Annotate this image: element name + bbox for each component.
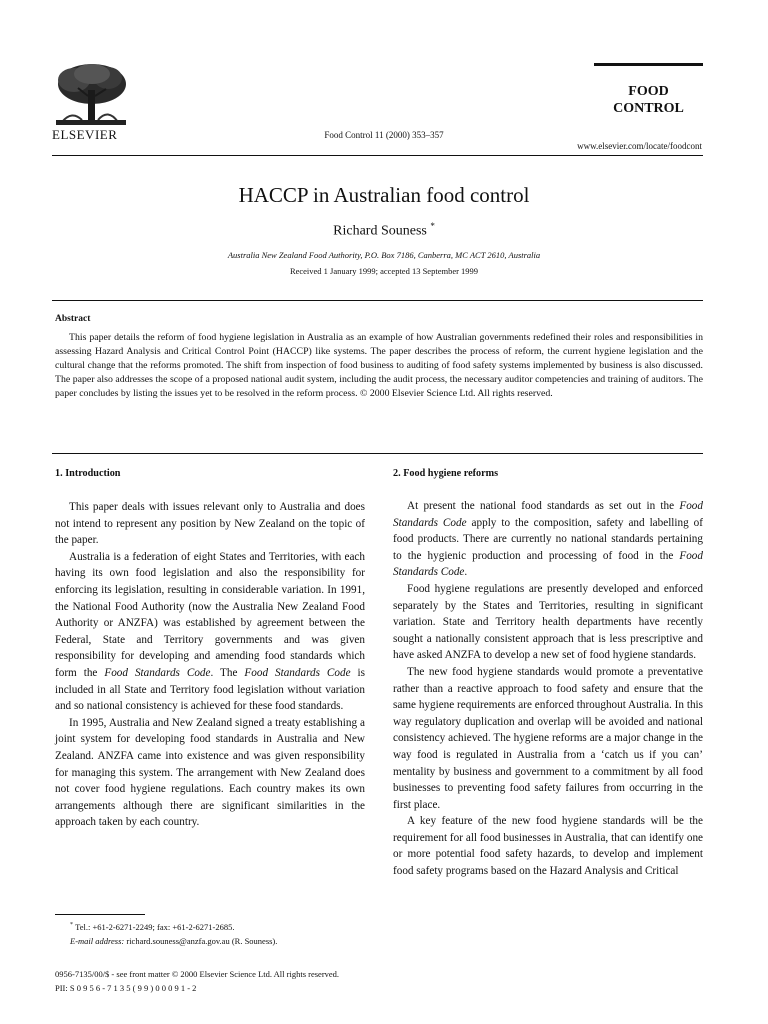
right-column (393, 498, 703, 880)
reforms-p1-text-c: . (464, 566, 468, 579)
intro-paragraph-2 (55, 549, 365, 715)
intro-p2-text-b: . The (210, 666, 245, 679)
reforms-p1-text-b: apply to the composition, safety and labelling of food products. There are currently no national standards pertaining to the hygienic production and processing of food in the (393, 516, 704, 562)
reforms-paragraph-3: The new food hygiene standards would promote a preventative rather than a reactive approach to food safety and ensure that the same hygiene requirements are enforced throughout Australia. In this way regulatory duplication and overlap will be avoided and national consistency achieved. The hygiene reforms are a major change in the way food is regulated in Australia from a ‘catch us if you can’ mentality by business and government to a commitment by all food businesses to preventing food safety failures from occurring in the first place. (393, 665, 703, 811)
reforms-p1-text-a: At present the national food standards as set out in the (407, 500, 680, 512)
abstract-heading: Abstract (55, 314, 91, 324)
abstract-text: This paper details the reform of food hygiene legislation in Australia as an example of how Australian governments redefined their roles and responsibilities in assessing Hazard Analysis and Critical Control Point (HACCP) like systems. The paper describes the process of reform, the current hygiene legislation and the cultural change that the reforms promoted. The shift from inspection of food business to auditing of food safety systems implemented by business is also discussed. The paper also addresses the scope of a proposed national audit system, including the audit process, the necessary auditor competencies and training of auditors. The paper concludes by listing the issues yet to be resolved in the reform process. © 2000 Elsevier Science Ltd. All rights reserved. (55, 332, 703, 399)
footnote-rule (55, 914, 145, 915)
journal-url[interactable]: www.elsevier.com/locate/foodcont (577, 141, 702, 151)
reforms-paragraph-4: A key feature of the new food hygiene standards will be the requirement for all food businesses in Australia, that can identify one or more potential food safety hazards, to develop and implement food safety programs based on the Hazard Analysis and Critical (393, 815, 703, 878)
elsevier-tree-logo-icon (52, 62, 130, 128)
journal-title-rule (594, 63, 703, 66)
footnote-email-label: E-mail address: (70, 935, 125, 946)
journal-citation: Food Control 11 (2000) 353–357 (324, 130, 444, 140)
section-heading-introduction: 1. Introduction (55, 468, 121, 479)
intro-p2-code-ref-1: Food Standards Code (104, 666, 211, 679)
journal-title (594, 83, 703, 117)
intro-paragraph-1: This paper deals with issues relevant only to Australia and does not intend to represent any position by New Zealand on the topic of the paper. (55, 501, 365, 547)
reforms-p1-code-ref-2: Food Standards Code (393, 549, 703, 579)
article-title: HACCP in Australian food control (238, 183, 530, 207)
footnote (70, 918, 277, 948)
section-heading-food-hygiene-reforms: 2. Food hygiene reforms (393, 468, 499, 479)
author-name: Richard Souness (333, 223, 427, 239)
footnote-email[interactable]: richard.souness@anzfa.gov.au (R. Souness). (126, 935, 278, 946)
journal-title-line1: FOOD (628, 84, 669, 99)
author-affiliation: Australia New Zealand Food Authority, P.O. Box 7186, Canberra, MC ACT 2610, Australia (227, 250, 541, 260)
intro-p2-text-a: Australia is a federation of eight States and Territories, with each having its own food legislation and also the responsibility for enforcing its legislation, resulting in considerable variation. In 1991, the National Food Authority (now the Australia New Zealand Food Authority or ANZFA) was established by agreement between the Federal, State and Territory governments and was given responsibility for developing and amending food standards which form the (55, 550, 365, 679)
intro-p2-code-ref-2: Food Standards Code (244, 666, 351, 679)
intro-paragraph-3: In 1995, Australia and New Zealand signed a treaty establishing a joint system for developing food standards in Australia and New Zealand. ANZFA came into existence and was given responsibility for managing this system. The arrangement with New Zealand does not cover food hygiene regulations. Each country makes its own arrangements although there are significant similarities in the approach taken by each country. (55, 716, 365, 829)
reforms-p1-code-ref-1: Food Standards Code (393, 500, 703, 529)
left-column (55, 499, 365, 831)
author-footnote-mark[interactable]: * (430, 221, 435, 231)
footnote-email-line (70, 934, 277, 948)
footnote-contact (70, 918, 277, 934)
article-author (0, 221, 768, 240)
reforms-paragraph-1 (393, 498, 703, 581)
intro-p2-text-c: is included in all State and Territory food legislation without variation and so national consistency is achieved for these food standards. (55, 666, 365, 713)
publisher-name: ELSEVIER (52, 127, 118, 142)
footnote-mark: * (70, 922, 73, 928)
reforms-paragraph-2: Food hygiene regulations are presently developed and enforced separately by the States and Territories, resulting in significant variation. State and Territory health departments have recently sought a nationally consistent approach that is less prescriptive and have asked ANZFA to develop a new set of food hygiene standards. (393, 582, 703, 662)
journal-title-line2: CONTROL (613, 101, 684, 116)
copyright-block (55, 967, 339, 995)
pii-line: PII: S 0 9 5 6 - 7 1 3 5 ( 9 9 ) 0 0 0 9 1 - 2 (55, 983, 197, 993)
abstract-top-divider (52, 300, 703, 301)
footnote-tel: Tel.: +61-2-6271-2249; fax: +61-2-6271-2685. (75, 921, 235, 932)
abstract-bottom-divider (52, 453, 703, 454)
received-dates: Received 1 January 1999; accepted 13 September 1999 (289, 266, 479, 276)
header-divider (52, 155, 703, 156)
copyright-line: 0956-7135/00/$ - see front matter © 2000 Elsevier Science Ltd. All rights reserved. (55, 969, 340, 979)
